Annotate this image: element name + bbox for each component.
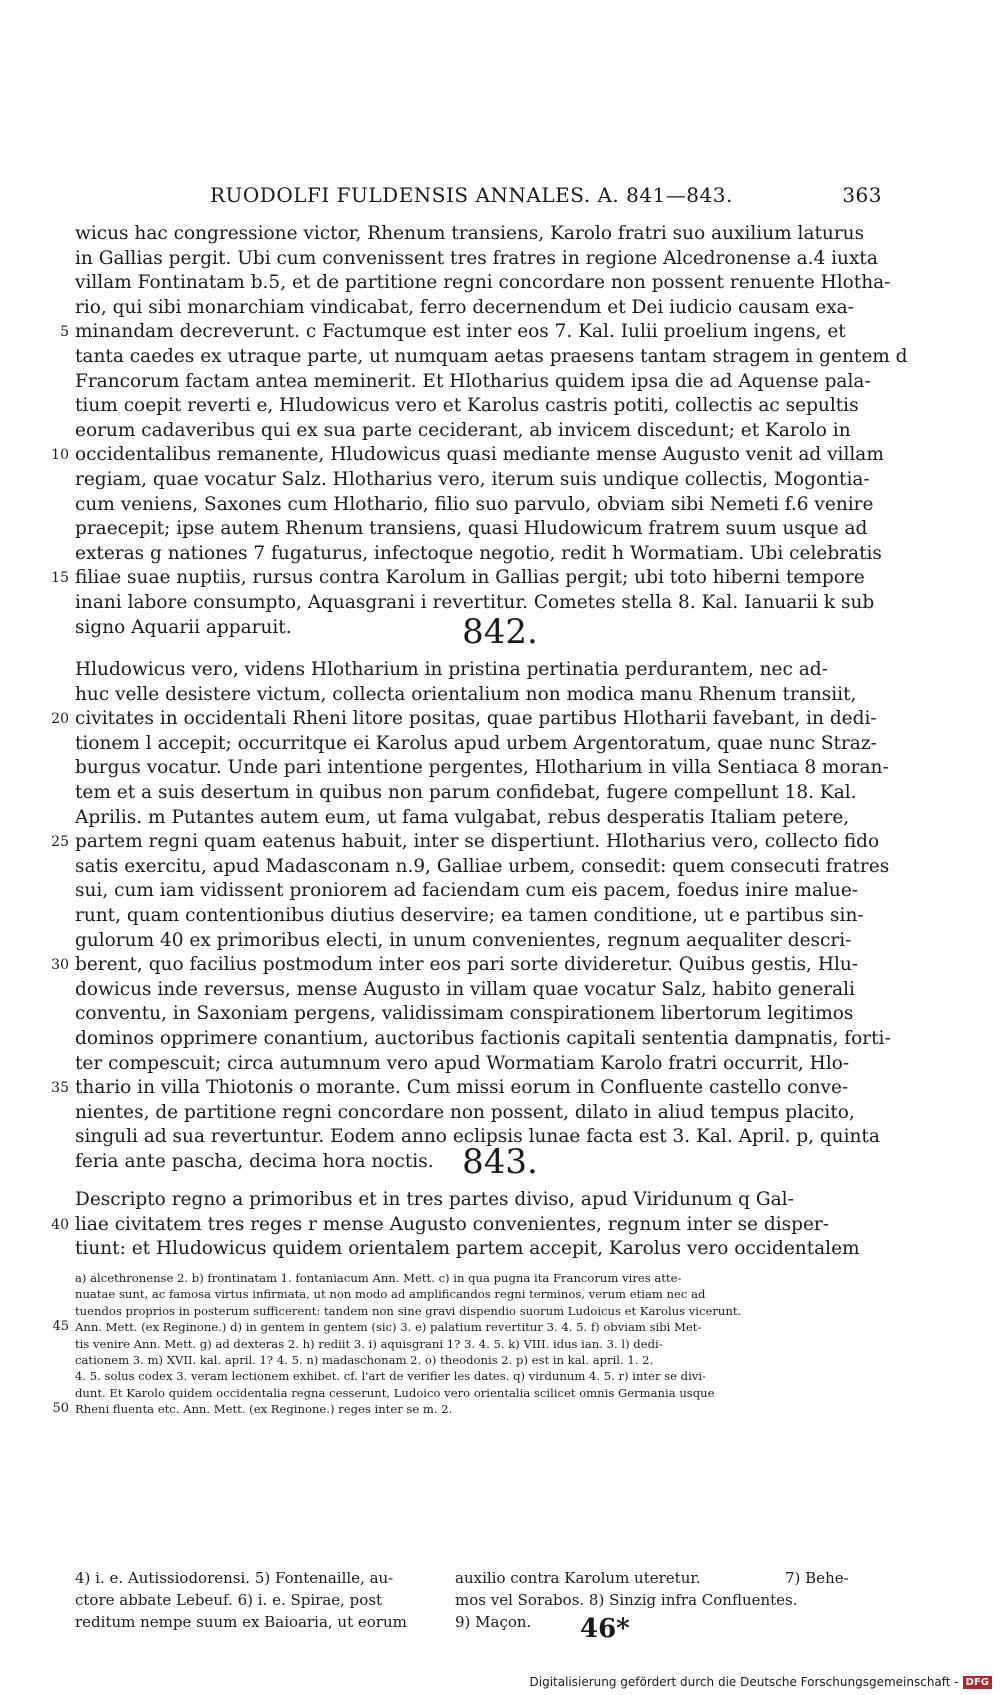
text-line-text: huc velle desistere victum, collecta orientalium non modica manu Rhenum transiit, [75,683,857,705]
footnote-line [52,1319,875,1335]
footnote-line [75,1352,875,1368]
text-line-text: villam Fontinatam b.5, et de partitione regni concordare non possent renuente Hlotha- [75,272,891,294]
footer-text: Digitalisierung gefördert durch die Deutsche Forschungsgemeinschaft - [529,1675,959,1689]
text-line [75,394,875,419]
editor-note-line: 7) Behe- [785,1569,849,1587]
text-line-text: minandam decreverunt. c Factumque est inter eos 7. Kal. Iulii proelium ingens, et [75,321,846,343]
editor-notes-col-1 [75,1567,435,1633]
text-line-text: satis exercitu, apud Madasconam n.9, Galliae urbem, consedit: quem consecuti fratres [75,855,890,877]
text-line-text: burgus vocatur. Unde pari intentione pergentes, Hlotharium in villa Sentiaca 8 moran- [75,757,889,779]
footnote-line [75,1270,875,1286]
editor-note-line: auxilio contra Karolum uteretur. [455,1569,701,1587]
text-line [75,468,875,493]
text-line-text: occidentalibus remanente, Hludowicus quasi mediante mense Augusto venit ad villam [75,444,884,466]
text-line-text: praecepit; ipse autem Rhenum transiens, quasi Hludowicum fratrem suum usque ad [75,518,868,540]
text-line-text: ter compescuit; circa autumnum vero apud Wormatiam Karolo fratri occurrit, Hlo- [75,1052,850,1074]
text-line [75,756,889,781]
text-line [75,929,875,954]
editor-note-line [785,1589,875,1611]
editor-note-line: 9) Maçon. [455,1613,532,1631]
text-line [75,1101,875,1126]
editor-note-line: ctore abbate Lebeuf. 6) i. e. Spirae, post [75,1591,383,1609]
text-line-text: regiam, quae vocatur Salz. Hlotharius vero, iterum suis undique collectis, Mogontia- [75,468,870,490]
footnote-line [75,1303,875,1319]
text-line-text: tiunt: et Hludowicus quidem orientalem partem accepit, Karolus vero occidentalem [75,1238,860,1260]
footnote-line-text: tuendos proprios in posterum sufficerent: tandem non sine gravi dispendio suorum Ludoicus et Karolus vicerunt. [75,1303,742,1318]
text-line-text: eorum cadaveribus qui ex sua parte ceciderant, ab invicem discedunt; et Karolo in [75,419,851,441]
text-line-text: Hludowicus vero, videns Hlotharium in pristina pertinatia perdurantem, nec ad- [75,659,828,680]
text-line-text: in Gallias pergit. Ubi cum convenissent tres fratres in regione Alcedronense a.4 iuxta [75,247,878,269]
text-line-text: inani labore consumpto, Aquasgrani i revertitur. Cometes stella 8. Kal. Ianuarii k sub [75,591,875,613]
text-line [51,566,875,591]
footnote-line [75,1385,875,1401]
text-line [75,732,875,757]
text-line [75,1188,875,1213]
text-line-text: partem regni quam eatenus habuit, inter se dispertiunt. Hlotharius vero, collecto fido [75,831,880,853]
footnote-line [75,1286,875,1302]
text-line [75,806,875,831]
editor-note-line: mos vel Sorabos. 8) Sinzig infra Confluentes. [455,1591,798,1609]
text-line [75,904,875,929]
footnote-line-text: dunt. Et Karolo quidem occidentalia regna cesserunt, Ludoico vero orientalia scilicet omnis Germania usque [75,1385,715,1400]
text-line-text: wicus hac congressione victor, Rhenum transiens, Karolo fratri suo auxilium laturus [75,223,865,244]
section-843-text [51,1188,875,1262]
text-line-text: thario in villa Thiotonis o morante. Cum missi eorum in Confluente castello conve- [75,1077,849,1099]
text-line-text: singuli ad sua revertuntur. Eodem anno eclipsis lunae facta est 3. Kal. April. p, quinta [75,1126,880,1148]
running-title: RUODOLFI FULDENSIS ANNALES. A. 841—843. [210,183,733,207]
text-line [51,707,877,732]
critical-apparatus [52,1270,875,1418]
text-line-text: nientes, de partitione regni concordare non possent, dilato in aliud tempus placito, [75,1101,855,1123]
line-number: 30 [51,957,69,974]
text-line-text: tionem l accepit; occurritque ei Karolus apud urbem Argentoratum, quae nunc Straz- [75,732,877,754]
text-line-text: civitates in occidentali Rheni litore positas, quae partibus Hlotharii favebant, in dedi- [75,708,877,730]
text-line [75,493,875,518]
text-line-text: liae civitatem tres reges r mense Augusto convenientes, regnum inter se disper- [75,1213,830,1235]
text-line-text: rio, qui sibi monarchiam vindicabat, ferro decernendum et Dei iudicio causam exa- [75,296,854,318]
footnote-line-text: cationem 3. m) XVII. kal. april. 1? 4. 5. n) madaschonam 2. o) theodonis 2. p) est in kal. april. 1. 2. [75,1352,654,1367]
text-line-text: filiae suae nuptiis, rursus contra Karolum in Gallias pergit; ubi toto hiberni tempore [75,567,865,589]
text-line [60,320,875,345]
page-number: 363 [842,183,882,207]
editor-note-line: reditum nempe suum ex Baioaria, ut eorum [75,1613,407,1631]
text-line-text: exteras g nationes 7 fugaturus, infectoque negotio, redit h Wormatiam. Ubi celebratis [75,542,882,564]
text-line [75,247,878,272]
section-842-text [51,658,891,1174]
editor-note-line: 4) i. e. Autissiodorensi. 5) Fontenaille, au- [75,1569,394,1587]
text-line [75,345,908,370]
text-line [51,1076,875,1101]
signature-mark: 46* [580,1614,630,1644]
text-line-text: cum veniens, Saxones cum Hlothario, filio suo parvulo, obviam sibi Nemeti f.6 venire [75,493,874,515]
dfg-logo: DFG [963,1676,992,1689]
line-number: 20 [51,711,69,728]
text-line-text: gulorum 40 ex primoribus electi, in unum convenientes, regnum aequaliter descri- [75,929,852,951]
text-line-text: dominos opprimere conantium, auctoribus factionis capitali sententia dampnatis, forti- [75,1027,891,1049]
text-line [51,830,880,855]
text-line [75,1027,891,1052]
line-number: 5 [60,324,69,341]
text-line-text: runt, quam contentionibus diutius deservire; ea tamen conditione, ut e partibus sin- [75,904,864,926]
footnote-line-text: 4. 5. solus codex 3. veram lectionem exhibet. cf. l'art de verifier les dates. q) virdunum 4. 5. r) inter se divi- [75,1369,706,1384]
footnote-line-text: Rheni fluenta etc. Ann. Mett. (ex Reginone.) reges inter se m. 2. [75,1402,453,1417]
line-number: 40 [51,1216,69,1233]
running-header [70,183,882,213]
footnote-line-text: tis venire Ann. Mett. g) ad dexteras 2. h) rediit 3. i) aquisgrani 1? 3. 4. 5. k) VIII. idus ian. 3. l) dedi- [75,1336,663,1351]
editor-note-line [785,1611,875,1633]
year-heading-842: 842. [462,612,538,652]
line-number: 35 [51,1080,69,1097]
line-number: 25 [51,834,69,851]
text-line [51,953,875,978]
text-line [75,683,875,708]
text-line-text: tem et a suis desertum in quibus non parum confidebat, fugere compellunt 18. Kal. [75,781,857,803]
text-line-text: signo Aquarii apparuit. [75,616,292,638]
footnote-line [75,1368,875,1384]
text-line-text: berent, quo facilius postmodum inter eos pari sorte divideretur. Quibus gestis, Hlu- [75,954,859,976]
text-line [75,542,882,567]
text-line-text: sui, cum iam vidissent proniorem ad faciendam cum eis pacem, foedus inire malue- [75,880,859,902]
footnote-line [75,1336,875,1352]
text-line-text: conventu, in Saxoniam pergens, validissimam conspirationem libertorum legitimos [75,1003,854,1025]
footnote-line-text: Ann. Mett. (ex Reginone.) d) in gentem in gentem (sic) 3. e) palatium revertitur 3. 4. 5. f) obviam sibi Met- [75,1320,702,1335]
text-line [75,781,875,806]
text-line-text: Descripto regno a primoribus et in tres partes diviso, apud Viridunum q Gal- [75,1189,794,1210]
text-line [75,1002,875,1027]
text-line [75,517,875,542]
text-line [75,855,890,880]
text-line [51,443,884,468]
text-line [75,879,875,904]
text-line-text: tium coepit reverti e, Hludowicus vero et Karolus castris potiti, collectis ac sepultis [75,395,859,417]
editor-notes-col-3 [785,1567,875,1633]
line-number: 10 [51,447,69,464]
text-line [75,271,891,296]
digitization-footer [530,1675,993,1689]
text-line [75,1052,875,1077]
line-number: 45 [52,1319,69,1335]
text-line-text: feria ante pascha, decima hora noctis. [75,1150,434,1172]
text-line [75,370,875,395]
section-841-text [51,222,908,640]
text-line [51,1213,875,1238]
text-line-text: dowicus inde reversus, mense Augusto in villam quae vocatur Salz, habito generali [75,978,855,1000]
text-line [75,978,875,1003]
footnote-line [52,1401,875,1417]
text-line-text: Aprilis. m Putantes autem eum, ut fama vulgabat, rebus desperatis Italiam petere, [75,806,850,828]
year-heading-843: 843. [462,1142,538,1182]
footnote-line-text: a) alcethronense 2. b) frontinatam 1. fontaniacum Ann. Mett. c) in qua pugna ita Francorum vires atte- [75,1271,682,1285]
text-line [75,296,875,321]
footnote-line-text: nuatae sunt, ac famosa virtus infirmata, ut non modo ad amplificandos regni terminos, verum etiam nec ad [75,1287,706,1302]
line-number: 50 [52,1401,69,1417]
text-line [75,222,875,247]
text-line [75,658,875,683]
text-line [75,419,875,444]
text-line-text: tanta caedes ex utraque parte, ut numquam aetas praesens tantam stragem in gentem d [75,345,908,367]
text-line-text: Francorum factam antea meminerit. Et Hlotharius quidem ipsa die ad Aquense pala- [75,370,871,392]
text-line [75,1237,875,1262]
line-number: 15 [51,570,69,587]
